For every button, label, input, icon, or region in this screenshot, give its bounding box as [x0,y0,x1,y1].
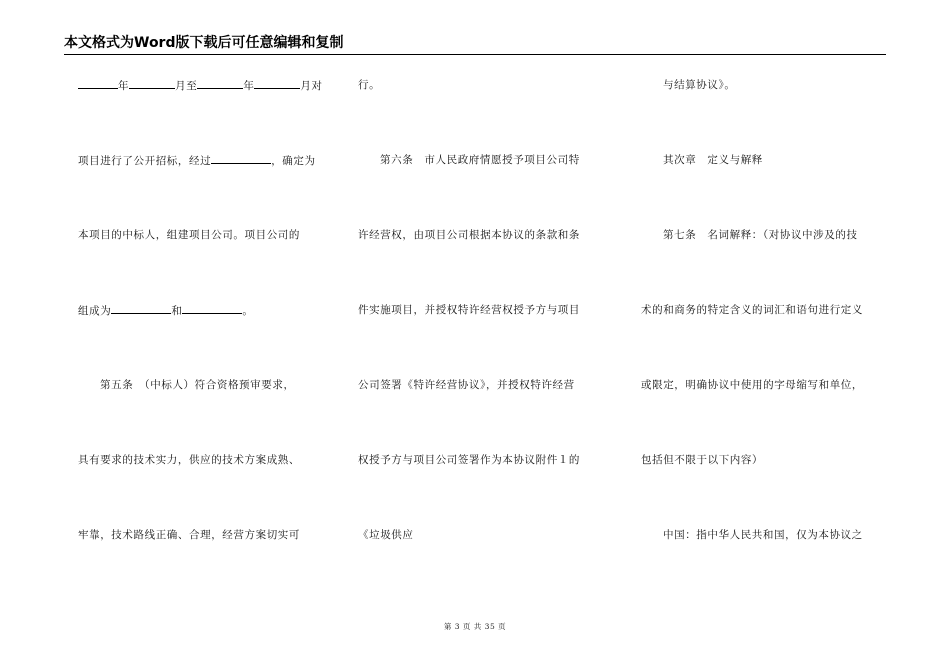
paragraph-line [78,77,323,93]
paragraph-line: 行。 [358,79,381,91]
text-fragment: 年 [243,80,255,92]
text-fragment: 和 [171,305,183,317]
paragraph-line: 具有要求的技术实力，供应的技术方案成熟、 [78,454,300,466]
fill-in-blank [111,302,171,314]
paragraph-line: 第七条 名词解释：（对协议中涉及的技 [663,229,858,241]
fill-in-blank [254,77,300,89]
fill-in-blank [197,77,243,89]
text-column-2 [358,74,606,554]
text-column-3 [641,74,886,554]
paragraph-line: 权授予方与项目公司签署作为本协议附件１的 [358,454,580,466]
paragraph-line: 许经营权，由项目公司根据本协议的条款和条 [358,229,580,241]
text-fragment: 年 [118,80,130,92]
paragraph-line: 《垃圾供应 [358,529,414,541]
paragraph-line: 与结算协议》。 [663,79,736,91]
paragraph-line [78,152,316,168]
text-fragment: 月对 [300,80,323,92]
chapter-heading: 其次章 定义与解释 [663,154,763,166]
text-fragment: 组成为 [78,305,112,317]
paragraph-line: 件实施项目，并授权特许经营权授予方与项目 [358,304,580,316]
paragraph-line: 公司签署《特许经营协议》，并授权特许经营 [358,379,575,391]
header-divider [64,54,886,55]
paragraph-line: 本项目的中标人，组建项目公司。项目公司的 [78,229,300,241]
paragraph-line [78,302,254,318]
fill-in-blank [182,302,242,314]
paragraph-line: 第五条 （中标人）符合资格预审要求， [100,379,295,391]
paragraph-line: 牢靠，技术路线正确、合理，经营方案切实可 [78,529,300,541]
text-fragment: 项目进行了公开招标，经过 [78,155,212,167]
fill-in-blank [78,77,118,89]
paragraph-line: 或限定，明确协议中使用的字母缩写和单位， [641,379,863,391]
text-fragment: 。 [242,305,254,317]
paragraph-line: 术的和商务的特定含义的词汇和语句进行定义 [641,304,863,316]
text-fragment: ，确定为 [271,155,316,167]
text-fragment: 月至 [175,80,198,92]
fill-in-blank [211,152,271,164]
page-number-footer: 第 3 页 共 35 页 [443,622,507,631]
text-column-1 [78,74,326,554]
paragraph-line: 第六条 市人民政府情愿授予项目公司特 [380,154,580,166]
paragraph-line: 中国：指中华人民共和国，仅为本协议之 [663,529,863,541]
paragraph-line: 包括但不限于以下内容） [641,454,764,466]
document-header-title: 本文格式为Word版下载后可任意编辑和复制 [64,35,344,51]
fill-in-blank [129,77,175,89]
